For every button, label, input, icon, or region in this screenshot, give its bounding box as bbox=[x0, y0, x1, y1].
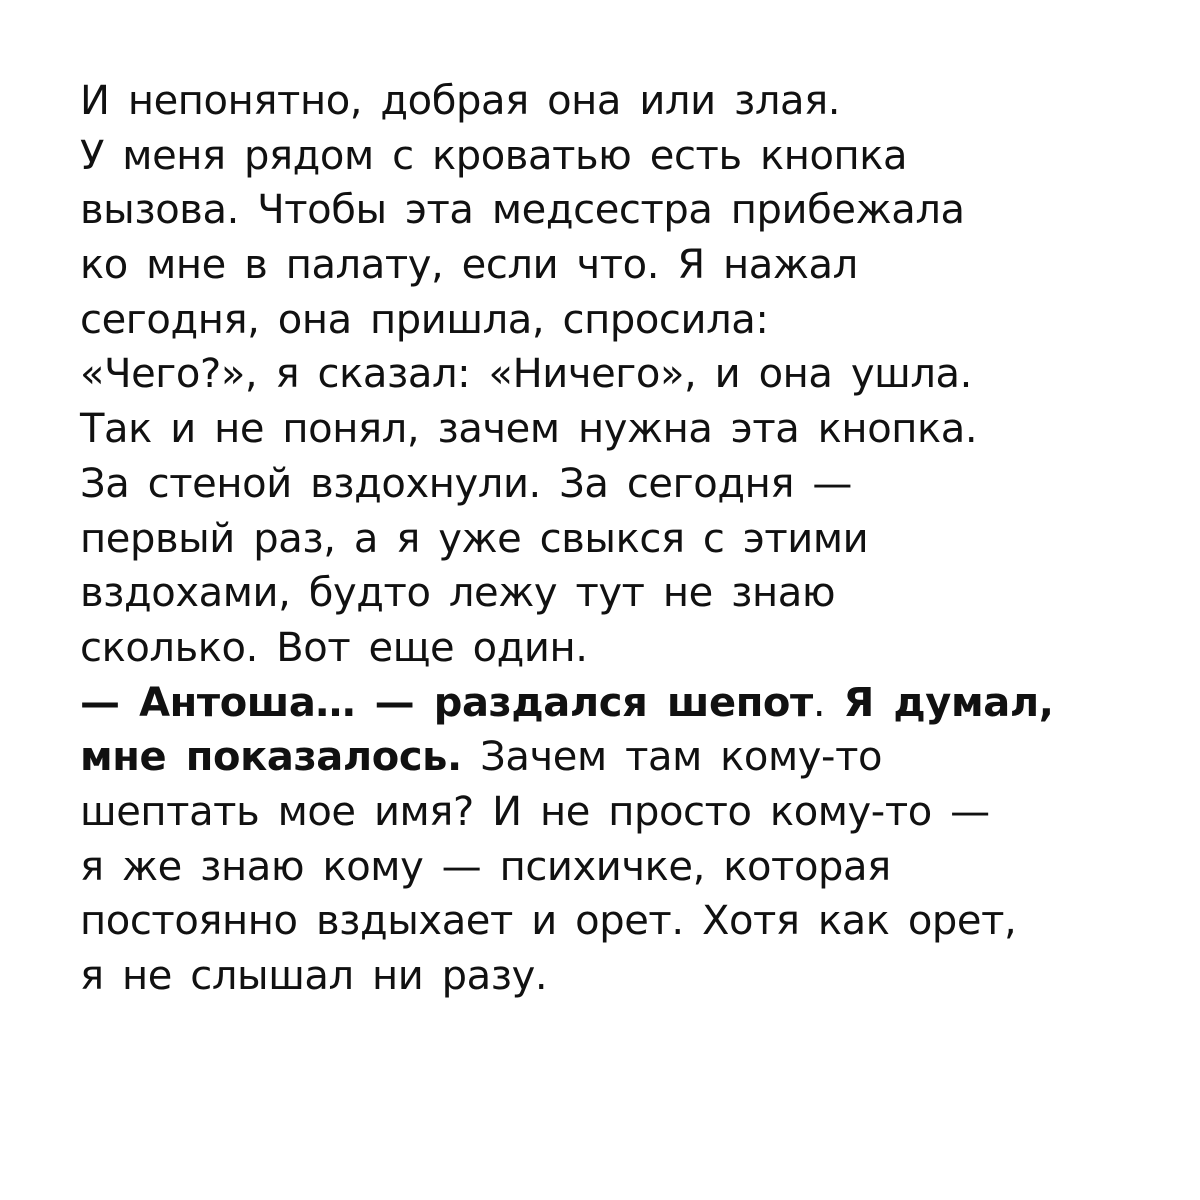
text-line-mixed bbox=[80, 730, 1140, 785]
text-line: И непонятно, добрая она или злая. bbox=[80, 78, 841, 124]
bold-thought: мне показалось. bbox=[80, 734, 462, 781]
text-line: шептать мое имя? И не просто кому-то — bbox=[80, 788, 990, 835]
text-line: я не слышал ни разу. bbox=[80, 953, 548, 999]
text-line: сегодня, она пришла, спросила: bbox=[80, 296, 769, 343]
plain-text: . bbox=[812, 679, 844, 726]
bold-dialogue: — Антоша… — раздался шепот bbox=[80, 679, 813, 726]
text-line: ко мне в палату, если что. Я нажал bbox=[80, 242, 858, 289]
text-line: первый раз, а я уже свыкся с этими bbox=[80, 515, 869, 562]
text-line: «Чего?», я сказал: «Ничего», и она ушла. bbox=[80, 351, 972, 398]
text-line: сколько. Вот еще один. bbox=[80, 624, 588, 671]
text-line: я же знаю кому — психичке, которая bbox=[80, 843, 891, 890]
text-line: У меня рядом с кроватью есть кнопка bbox=[80, 132, 908, 179]
text-line: вызова. Чтобы эта медсестра прибежала bbox=[80, 187, 965, 234]
story-text bbox=[80, 74, 1140, 1004]
text-line-mixed bbox=[80, 676, 1140, 731]
text-line: За стеной вздохнули. За сегодня — bbox=[80, 460, 852, 507]
plain-text: Зачем там кому-то bbox=[461, 734, 883, 781]
text-line: постоянно вздыхает и орет. Хотя как орет, bbox=[80, 898, 1017, 945]
text-line: Так и не понял, зачем нужна эта кнопка. bbox=[80, 406, 978, 453]
bold-thought: Я думал, bbox=[843, 679, 1054, 726]
text-line: вздохами, будто лежу тут не знаю bbox=[80, 570, 836, 617]
